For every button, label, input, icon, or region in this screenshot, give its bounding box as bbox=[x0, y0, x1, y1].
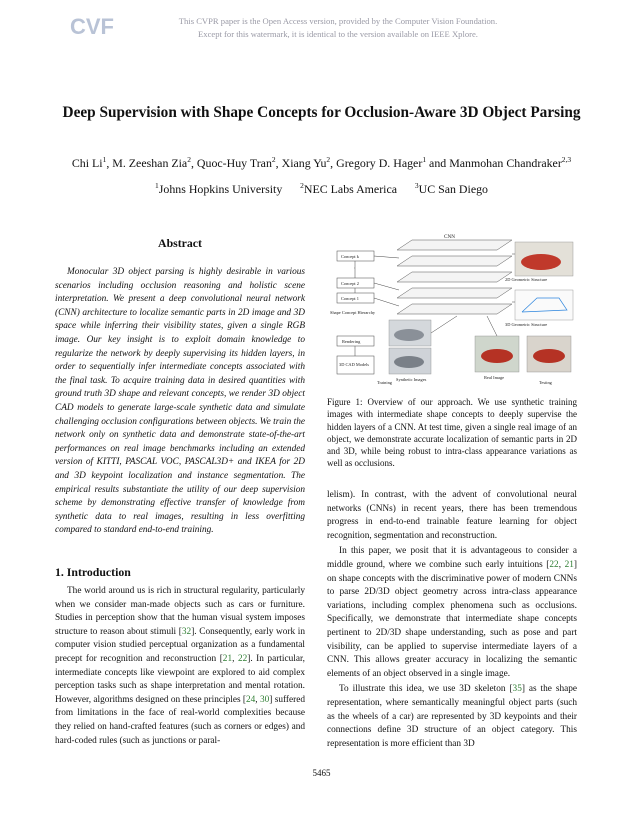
watermark-line-1: This CVPR paper is the Open Access version, provided by the Computer Vision Foundation. bbox=[178, 16, 498, 26]
synthetic-car-icon bbox=[394, 356, 424, 368]
red-car-real bbox=[481, 349, 513, 363]
watermark-line-2: Except for this watermark, it is identical to the version available on IEEE Xplore. bbox=[198, 29, 478, 39]
body-paragraph: In this paper, we posit that it is advantageous to consider a middle ground, where we combine such early intuitions [22, 21] on shape concepts with the discriminative power of modern CNNs to parse 2D/3D object geometry across intra-class appearance variations, including complex phenomena such as occlusions. Specifically, we demonstrate that intermediate shape concepts pertinent to 2D/3D shape understanding, such as pose and part visibility, can be applied to supervise intermediate layers of a CNN. This allows greater accuracy in localizing the semantic elements of an object observed in a single image. bbox=[327, 546, 577, 679]
author-name: M. Zeeshan Zia bbox=[112, 156, 188, 170]
geo3d-label: 3D Geometric Structure bbox=[505, 322, 548, 327]
author-name: Gregory D. Hager bbox=[336, 156, 423, 170]
abstract-heading: Abstract bbox=[158, 236, 202, 250]
right-column bbox=[327, 489, 577, 751]
author-name: Quoc-Huy Tran bbox=[196, 156, 272, 170]
author-affil-mark: 1 bbox=[422, 155, 427, 164]
synthetic-images-label: Synthetic Images bbox=[396, 377, 427, 382]
citation-link[interactable]: 21 bbox=[222, 653, 233, 664]
training-label: Training bbox=[377, 380, 392, 385]
author-separator: , bbox=[106, 156, 113, 170]
citation-link[interactable]: 21 bbox=[564, 559, 574, 570]
author-name: Chi Li bbox=[71, 156, 103, 170]
cnn-layer bbox=[397, 256, 512, 266]
author-separator: , bbox=[275, 156, 282, 170]
intro-paragraph: The world around us is rich in structural regularity, particularly when we consider man-made objects such as cars or furniture. Studies in perception show that the human visual system imposes structure to reason about stimuli [32]. Consequently, early work in computer vision studied perceptual organization as a fundamental precept for recognition and reconstruction [21, 22]. In particular, intermediate concepts like viewpoint are explored to aid complex perception tasks such as shape interpretation and mental rotation. However, algorithms designed on these principles [24, 30] suffered from limitations in the face of real-world complexities because they relied on hand-crafted features (such as corners or edges) and hard-coded rules (such as junctions or paral- bbox=[55, 586, 305, 746]
citation-link[interactable]: 35 bbox=[512, 684, 522, 695]
output-3d-structure bbox=[515, 290, 573, 320]
text-run: ] suffered from limitations in the face of real-world complexities because they relied on hand-crafted features (such as corners or edges) and hard-coded rules (such as junctions or paral- bbox=[55, 694, 305, 746]
cvf-logo-text: CVF bbox=[70, 14, 114, 38]
cad-models-label: 3D CAD Models bbox=[339, 362, 370, 367]
cnn-label: CNN bbox=[444, 234, 455, 240]
text-run: The world around us is rich in structural regularity, particularly when we consider man-made objects such as cars or furniture. Studies in perception show that the human visual system imposes structure to reason about stimuli [ bbox=[55, 586, 305, 637]
cnn-layer bbox=[397, 272, 512, 282]
test-arrow bbox=[487, 316, 497, 336]
author-list bbox=[20, 156, 623, 171]
author-name: Xiang Yu bbox=[281, 156, 327, 170]
abstract-body bbox=[55, 266, 305, 538]
supervision-arrow bbox=[374, 283, 399, 290]
testing-label: Testing bbox=[539, 380, 552, 385]
affil-mark: 2 bbox=[300, 181, 304, 190]
affiliation: UC San Diego bbox=[418, 182, 488, 196]
geo2d-label: 2D Geometric Structure bbox=[505, 277, 548, 282]
text-run: ] on shape concepts with the discriminative power of modern CNNs to parse 2D/3D object geometry across intra-class appearance variations, including complex phenomena such as occlusions. Specifically, we demonstrate that intermediate shape concepts pertinent to 2D/3D shape understanding, such as pose and part visibility, can be applied to supervise intermediate layers of a CNN. This allows greater accuracy in localizing the semantic elements of an object observed in a single image. bbox=[327, 559, 577, 679]
citation-link[interactable]: 30 bbox=[259, 694, 270, 705]
red-car-2d bbox=[521, 254, 561, 270]
affil-mark: 1 bbox=[155, 181, 159, 190]
citation-link[interactable]: 22 bbox=[237, 653, 248, 664]
figure-1-overview-diagram bbox=[327, 232, 577, 390]
figure-1-caption: Figure 1: Overview of our approach. We use synthetic training images with intermediate shape concepts to deeply supervise the hidden layers of a CNN. At test time, given a single real image of an object, we demonstrate accurate localization of semantic parts in 2D and 3D, while being robust to intra-class appearance variations as well as occlusions. bbox=[327, 397, 577, 469]
text-run: ]. In particular, intermediate concepts like viewpoint are explored to aid complex perception tasks such as shape interpretation and mental rotation. However, algorithms designed on these principles [ bbox=[55, 653, 305, 705]
concept-1-label: Concept 1 bbox=[341, 296, 359, 301]
watermark bbox=[138, 15, 538, 41]
affiliation: Johns Hopkins University bbox=[158, 182, 283, 196]
author-affil-mark: 2 bbox=[187, 155, 191, 164]
author-affil-mark: 2 bbox=[326, 155, 331, 164]
citation-link[interactable]: 32 bbox=[181, 626, 192, 637]
paper-title: Deep Supervision with Shape Concepts for Occlusion-Aware 3D Object Parsing bbox=[62, 104, 581, 121]
supervision-arrow bbox=[374, 298, 399, 306]
red-car-test bbox=[533, 349, 565, 363]
body-paragraph: lelism). In contrast, with the advent of convolutional neural networks (CNNs) in recent years, there has been tremendous progress in end-to-end trainable feature learning for object recognition, segmentation and reconstruction. bbox=[327, 490, 577, 541]
concept-dots: : bbox=[354, 265, 356, 270]
affiliation-list bbox=[20, 182, 623, 197]
text-run: ]. Consequently, early work in computer vision studied perceptual organization as a fundamental precept for recognition and reconstruction [ bbox=[55, 626, 305, 664]
author-affil-mark: 2 bbox=[271, 155, 276, 164]
citation-link[interactable]: 22 bbox=[549, 559, 559, 570]
author-affil-mark: 2,3 bbox=[561, 155, 572, 164]
cvf-logo bbox=[70, 14, 122, 38]
text-run: ] as the shape representation, where semantically meaningful object parts (such as the wheels of a car) are represented by 3D keypoints and their connections define 3D structure of an object category. This representation is more efficient than 3D bbox=[327, 684, 577, 749]
author-separator: , bbox=[190, 156, 197, 170]
cnn-layer bbox=[397, 240, 512, 250]
supervision-arrow bbox=[374, 256, 399, 258]
real-image-label: Real Image bbox=[484, 375, 505, 380]
author-separator: , bbox=[330, 156, 337, 170]
author-name: Manmohan Chandraker bbox=[449, 156, 562, 170]
intro-column bbox=[55, 585, 305, 748]
citation-link[interactable]: 24 bbox=[246, 694, 256, 705]
synthetic-car-icon bbox=[394, 329, 424, 341]
input-arrow bbox=[431, 316, 457, 333]
concept-2-label: Concept 2 bbox=[341, 281, 359, 286]
text-run: To illustrate this idea, we use 3D skeleton [ bbox=[339, 684, 513, 695]
cnn-layer bbox=[397, 288, 512, 298]
section-heading-introduction: 1. Introduction bbox=[55, 565, 131, 579]
author-separator: and bbox=[426, 156, 450, 170]
text-run: In this paper, we posit that it is advantageous to consider a middle ground, where we combine such early intuitions [ bbox=[327, 546, 577, 570]
cnn-layer bbox=[397, 304, 512, 314]
affiliation: NEC Labs America bbox=[303, 182, 398, 196]
affil-mark: 3 bbox=[414, 181, 419, 190]
page-number: 5465 bbox=[312, 768, 331, 778]
shape-concept-hierarchy-label: Shape Concept Hierarchy bbox=[330, 310, 376, 315]
author-affil-mark: 1 bbox=[102, 155, 107, 164]
rendering-label: Rendering bbox=[342, 339, 361, 344]
abstract-text: Monocular 3D object parsing is highly desirable in various scenarios including occlusion reasoning and holistic scene interpretation. We present a deep convolutional neural network (CNN) architecture to localize semantic parts in 2D image and 3D space while inferring their visibility states, given a single RGB image. Our key insight is to exploit domain knowledge to regularize the network by deeply supervising its hidden layers, in order to sequentially infer intermediate concepts associated with the final task. To acquire training data in desired quantities with ground truth 3D shape and relevant concepts, we render 3D object CAD models to generate large-scale synthetic data and simulate challenging occlusion configurations between objects. We train the network only on synthetic data and demonstrate state-of-the-art performances on real image benchmarks including an extended version of KITTI, PASCAL VOC, PASCAL3D+ and IKEA for 2D and 3D keypoint localization and instance segmentation. The empirical results substantiate the utility of our deep supervision scheme by demonstrating effective transfer of knowledge from synthetic data to real images, resulting in less overfitting compared to standard end-to-end training. bbox=[55, 267, 305, 536]
body-paragraph bbox=[327, 683, 577, 751]
concept-k-label: Concept k bbox=[341, 254, 359, 259]
